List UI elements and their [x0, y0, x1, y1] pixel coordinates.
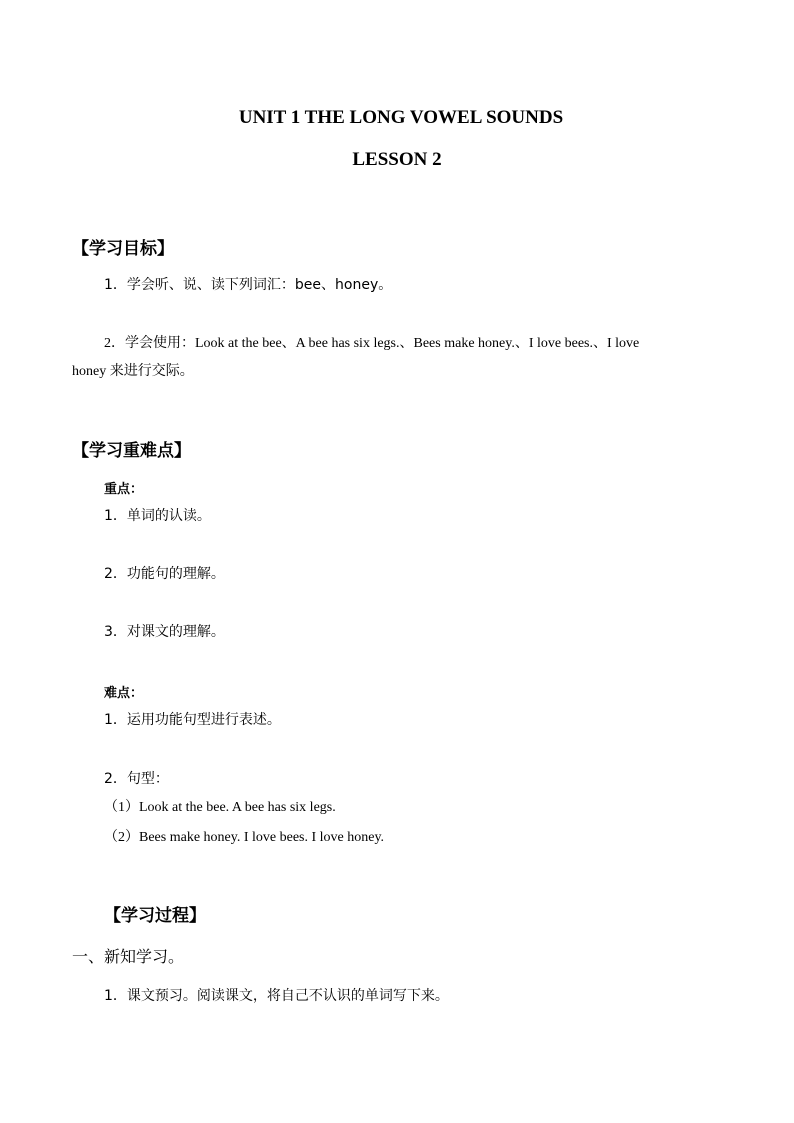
objective-item-2-line-2: honey 来进行交际。	[72, 364, 194, 379]
focus-item-3: 3．对课文的理解。	[104, 624, 225, 640]
focus-item-1: 1．单词的认读。	[104, 508, 211, 524]
objective-item-2-line-1: 2．学会使用：Look at the bee、A bee has six legs.、Bees make honey.、I love bees.、I love	[104, 336, 640, 351]
difficulty-item-2: 2．句型：	[104, 771, 169, 787]
focus-label: 重点：	[104, 482, 144, 497]
key-points-heading: 【学习重难点】	[72, 441, 191, 461]
objectives-heading: 【学习目标】	[72, 239, 174, 259]
difficulty-item-1: 1．运用功能句型进行表述。	[104, 712, 281, 728]
page-title: UNIT 1 THE LONG VOWEL SOUNDS	[238, 107, 564, 128]
difficulty-label: 难点：	[104, 686, 144, 701]
process-step-1: 1．课文预习。阅读课文，将自己不认识的单词写下来。	[104, 988, 449, 1004]
process-heading: 【学习过程】	[104, 906, 206, 926]
focus-item-2: 2．功能句的理解。	[104, 566, 225, 582]
sentence-pattern-2: （2）Bees make honey. I love bees. I love honey.	[104, 830, 385, 845]
sentence-pattern-1: （1）Look at the bee. A bee has six legs.	[104, 800, 336, 815]
section-new-knowledge: 一、新知学习。	[72, 947, 185, 966]
objective-item-1: 1．学会听、说、读下列词汇：bee、honey。	[104, 277, 393, 293]
lesson-subtitle: LESSON 2	[352, 149, 442, 170]
